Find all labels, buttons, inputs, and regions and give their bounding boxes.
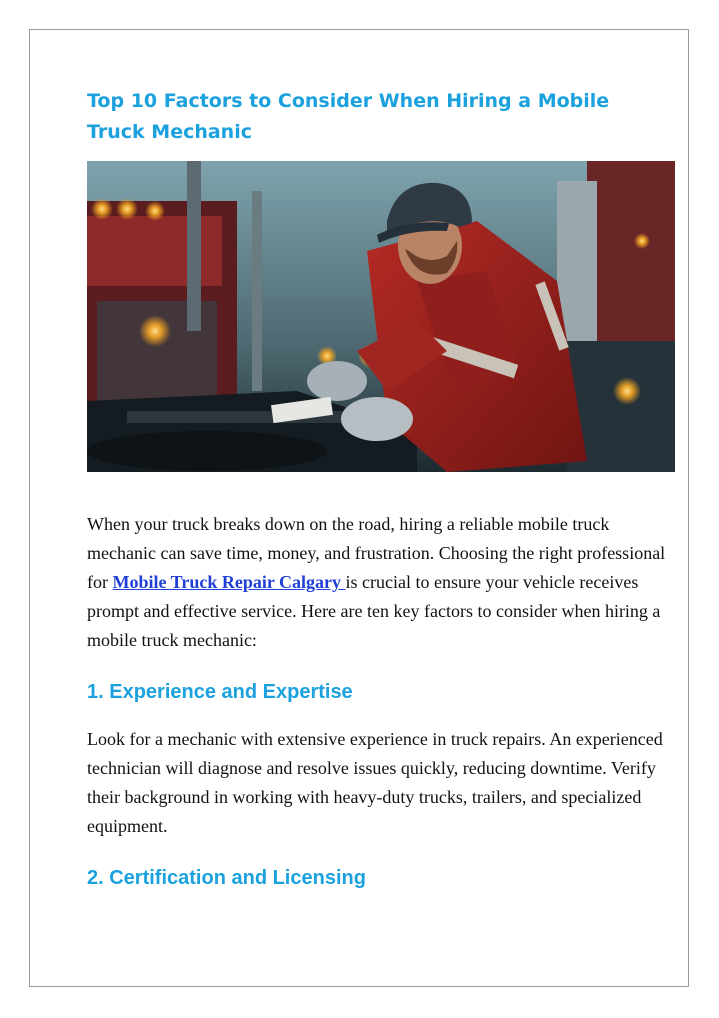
intro-paragraph [87,510,667,655]
intro-text-before-link: When your truck breaks down on the road, hiring a reliable mobile truck mechanic can save time, money, and frustration. Choosing the right professional for [87,514,666,592]
section-heading-experience: 1. Experience and Expertise [87,681,353,703]
hero-image-mechanic [87,161,675,472]
intro-text-after-link: is crucial to ensure your vehicle receives prompt and effective service. Here are ten key factors to consider when hiring a mobile truck mechanic: [87,572,661,650]
section-body-experience: Look for a mechanic with extensive experience in truck repairs. An experienced technician will diagnose and resolve issues quickly, reducing downtime. Verify their background in working with heavy-duty trucks, trailers, and specialized equipment. [87,729,663,836]
article-title: Top 10 Factors to Consider When Hiring a Mobile Truck Mechanic [87,90,610,143]
section-heading-certification: 2. Certification and Licensing [87,867,366,889]
mobile-truck-repair-calgary-link[interactable]: Mobile Truck Repair Calgary [112,572,346,592]
